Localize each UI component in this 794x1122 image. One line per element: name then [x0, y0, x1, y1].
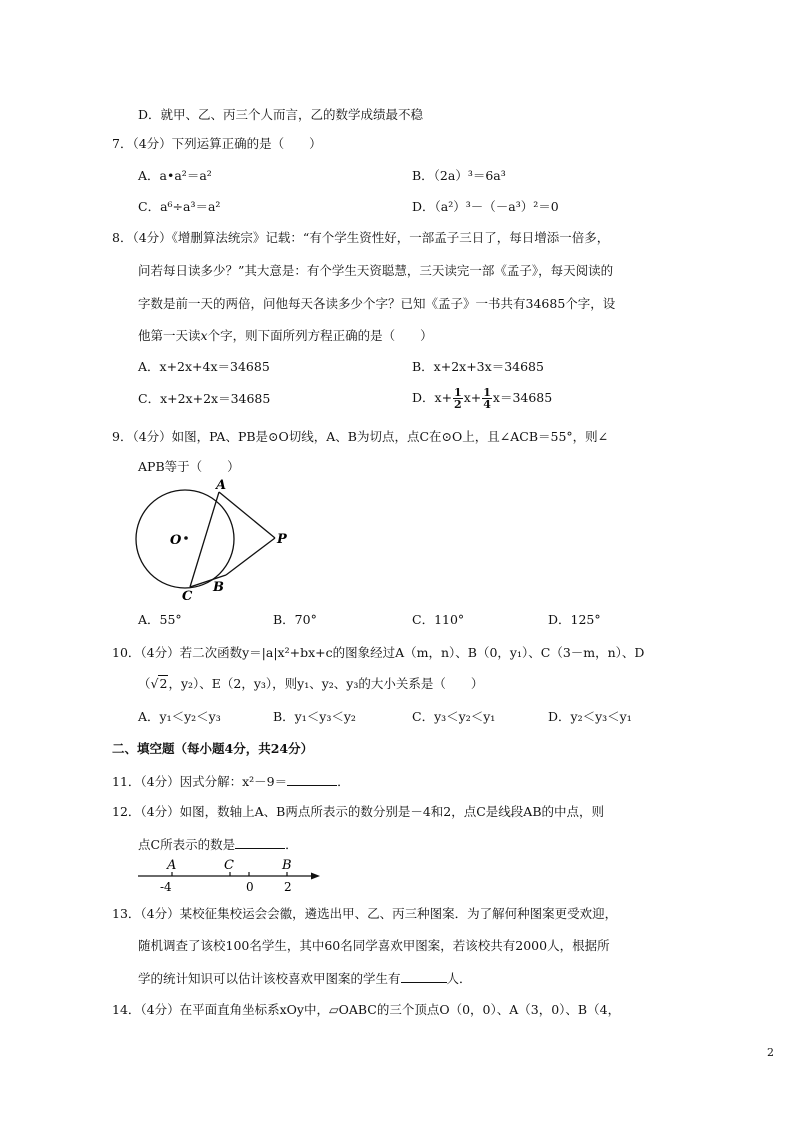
q8-option-b: B．x+2x+3x＝34685	[412, 359, 544, 374]
fraction-denominator: 4	[483, 398, 491, 411]
q7-option-d: D．（a²）³－（－a³）²＝0	[412, 199, 559, 214]
label-b: B	[282, 858, 292, 873]
q13-l3-pre: 学的统计知识可以估计该校喜欢甲图案的学生有	[138, 971, 401, 986]
q10-l2-post: ，y₂）、E（2，y₃），则y₁、y₂、y₃的大小关系是（ ）	[168, 676, 484, 691]
label-two: 2	[284, 880, 292, 894]
q8-var-x: x	[200, 328, 208, 343]
label-o: O	[170, 533, 182, 548]
q8-d-mid: x+	[463, 390, 482, 405]
q10-option-b: B．y₁＜y₃＜y₂	[273, 709, 356, 724]
q8-line-2: 问若每日读多少？”其大意是：有个学生天资聪慧，三天读完一部《孟子》，每天阅读的	[138, 263, 614, 278]
q12-l2-pre: 点C所表示的数是	[138, 837, 236, 852]
q8-line-4-a: 他第一天读	[138, 328, 201, 343]
q13-line-3	[138, 968, 472, 989]
q12-answer-blank[interactable]	[235, 834, 285, 849]
q8-d-fraction-1	[453, 387, 463, 410]
q9-circle-tangent-figure	[130, 478, 300, 603]
label-a: A	[167, 858, 177, 873]
center-dot	[184, 536, 188, 540]
radicand: 2	[159, 676, 168, 691]
q8-line-3: 字数是前一天的两倍，问他每天各读多少个字？已知《孟子》一书共有34685个字，设	[138, 296, 616, 311]
chord-ac	[190, 492, 219, 587]
q7-stem: 7．（4分）下列运算正确的是（ ）	[112, 136, 322, 151]
q12-line-2	[138, 834, 298, 855]
label-p: P	[277, 532, 287, 547]
q10-option-a: A．y₁＜y₂＜y₃	[138, 709, 221, 724]
q9-option-c: C．110°	[412, 612, 465, 627]
q11-pre: 11．（4分）因式分解：x²－9＝	[112, 774, 288, 789]
q11-post: ．	[337, 774, 350, 789]
q10-line-1: 10．（4分）若二次函数y＝|a|x²+bx+c的图象经过A（m，n）、B（0，y₁）、C（3－m，n）、D	[112, 645, 645, 660]
sqrt-expression: √2	[150, 676, 168, 691]
q8-line-4-b: 个字，则下面所列方程正确的是（ ）	[207, 328, 433, 343]
page-number: 2	[767, 1046, 774, 1059]
q12-l2-post: ．	[285, 837, 298, 852]
q7-option-a: A．a•a²＝a²	[138, 168, 212, 183]
q8-line-4	[138, 326, 433, 346]
q10-option-c: C．y₃＜y₂＜y₁	[412, 709, 496, 724]
q13-answer-blank[interactable]	[401, 968, 447, 983]
q9-option-b: B．70°	[273, 612, 317, 627]
q8-option-c: C．x+2x+2x＝34685	[138, 391, 271, 406]
label-zero: 0	[246, 880, 254, 894]
q12-number-line	[130, 855, 330, 897]
q11-answer-blank[interactable]	[287, 771, 337, 786]
q11-stem	[112, 771, 350, 792]
q7-option-c: C．a⁶÷a³＝a²	[138, 199, 221, 214]
q8-line-1: 8．（4分）《增删算法统宗》记载：“有个学生资性好，一部孟子三日了，每日增添一倍多，	[112, 230, 610, 245]
q10-line-2	[138, 674, 483, 694]
q8-option-d	[412, 384, 552, 412]
label-c: C	[224, 858, 234, 873]
q14-line-1: 14．（4分）在平面直角坐标系xOy中，▱OABC的三个顶点O（0，0）、A（3，0）、B（4，	[112, 1002, 621, 1017]
label-c: C	[182, 589, 193, 603]
q10-option-d: D．y₂＜y₃＜y₁	[548, 709, 632, 724]
q13-line-2: 随机调查了该校100名学生，其中60名同学喜欢甲图案，若该校共有2000人，根据所	[138, 938, 610, 953]
q12-line-1: 12．（4分）如图，数轴上A、B两点所表示的数分别是－4和2，点C是线段AB的中点，则	[112, 804, 605, 819]
q9-line-2: APB等于（ ）	[138, 459, 240, 474]
label-a: A	[216, 478, 227, 493]
q13-l3-post: 人．	[446, 971, 472, 986]
label-b: B	[213, 580, 224, 595]
fraction-denominator: 2	[454, 398, 462, 411]
label-minus-four: -4	[160, 880, 172, 894]
q9-option-d: D．125°	[548, 612, 601, 627]
q8-option-a: A．x+2x+4x＝34685	[138, 359, 270, 374]
q8-d-fraction-2	[482, 387, 492, 410]
fraction-numerator: 1	[454, 386, 462, 399]
q8-d-pre: D．x+	[412, 390, 453, 405]
q13-line-1: 13．（4分）某校征集校运会会徽，遴选出甲、乙、丙三种图案．为了解何种图案更受欢迎，	[112, 906, 618, 921]
q8-d-post: x＝34685	[492, 390, 553, 405]
fraction-numerator: 1	[483, 386, 491, 399]
arrow-head-icon	[311, 873, 320, 880]
q7-option-b: B．（2a）³＝6a³	[412, 168, 506, 183]
q10-l2-pre: （	[138, 676, 151, 691]
section-2-heading: 二、填空题（每小题4分，共24分）	[112, 741, 314, 756]
q9-option-a: A．55°	[138, 612, 182, 627]
q9-line-1: 9．（4分）如图，PA、PB是⊙O切线，A、B为切点，点C在⊙O上，且∠ACB＝55°，则∠	[112, 429, 609, 444]
q6-option-d: D．就甲、乙、丙三个人而言，乙的数学成绩最不稳	[138, 107, 424, 122]
